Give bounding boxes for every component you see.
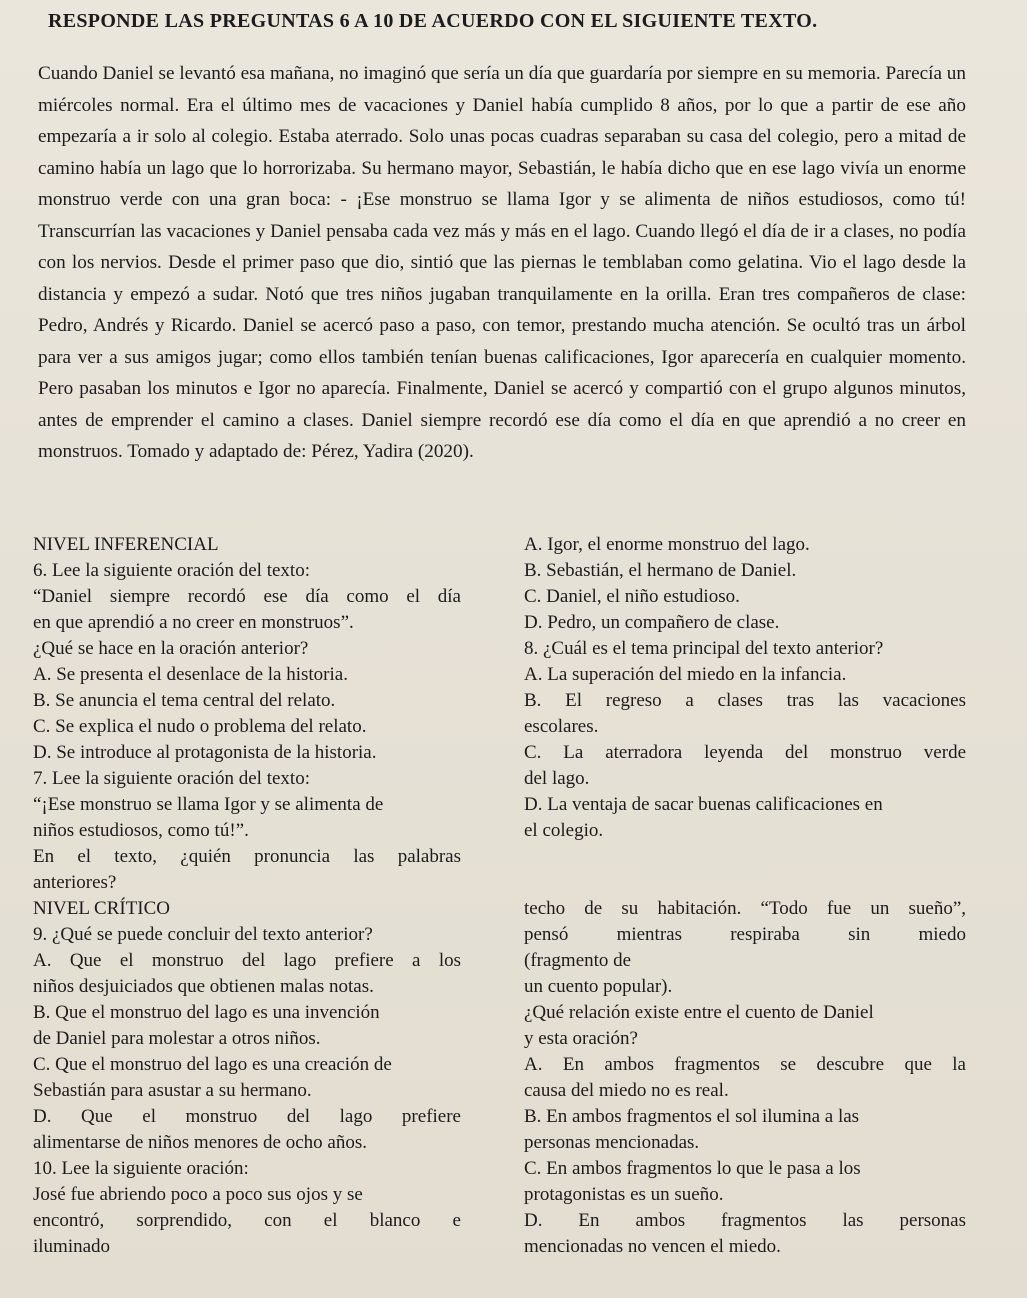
right-column-line: D. Pedro, un compañero de clase. (524, 612, 780, 633)
left-column-line: de Daniel para molestar a otros niños. (33, 1028, 321, 1049)
left-column-line: ¿Qué se hace en la oración anterior? (33, 638, 309, 659)
left-column-line: José fue abriendo poco a poco sus ojos y se (33, 1184, 363, 1205)
right-column-line: pensó mientras respiraba sin miedo (524, 924, 966, 945)
left-column-line: iluminado (33, 1236, 111, 1257)
right-column-line: A. La superación del miedo en la infancia. (524, 664, 847, 685)
left-column-line: En el texto, ¿quién pronuncia las palabras (33, 846, 461, 867)
left-column-line: D. Que el monstruo del lago prefiere (33, 1106, 461, 1127)
right-column-line: D. La ventaja de sacar buenas calificaciones en (524, 794, 883, 815)
right-column-line: el colegio. (524, 820, 604, 841)
left-column-line: alimentarse de niños menores de ocho años. (33, 1132, 367, 1153)
left-column-line: anteriores? (33, 872, 117, 893)
right-column-line: B. En ambos fragmentos el sol ilumina a las (524, 1106, 860, 1127)
right-column-line: B. Sebastián, el hermano de Daniel. (524, 560, 797, 581)
right-column-line: B. El regreso a clases tras las vacaciones (524, 690, 966, 711)
right-column-line: A. Igor, el enorme monstruo del lago. (524, 534, 810, 555)
left-column-line: niños desjuiciados que obtienen malas notas. (33, 976, 374, 997)
reading-passage: Cuando Daniel se levantó esa mañana, no imaginó que sería un día que guardaría por siempre en su memoria. Parecía un miércoles normal. Era el último mes de vacaciones y Daniel había cumplido 8 años, por lo que a partir de ese año empezaría a ir solo al colegio. Estaba aterrado. Solo unas pocas cuadras separaban su casa del colegio, pero a mitad de camino había un lago que lo horrorizaba. Su hermano mayor, Sebastián, le había dicho que en ese lago vivía un enorme monstruo verde con una gran boca: - ¡Ese monstruo se llama Igor y se alimenta de niños estudiosos, como tú! Transcurrían las vacaciones y Daniel pensaba cada vez más y más en el lago. Cuando llegó el día de ir a clases, no podía con los nervios. Desde el primer paso que dio, sintió que las piernas le temblaban como gelatina. Vio el lago desde la distancia y empezó a sudar. Notó que tres niños jugaban tranquilamente en la orilla. Eran tres compañeros de clase: Pedro, Andrés y Ricardo. Daniel se acercó paso a paso, con temor, prestando mucha atención. Se ocultó tras un árbol para ver a sus amigos jugar; como ellos también tenían buenas calificaciones, Igor aparecería en cualquier momento. Pero pasaban los minutos e Igor no aparecía. Finalmente, Daniel se acercó y compartió con el grupo algunos minutos, antes de emprender el camino a clases. Daniel siempre recordó ese día como el día en que aprendió a no creer en monstruos. Tomado y adaptado de: Pérez, Yadira (2020). (38, 63, 966, 462)
left-column-line: B. Que el monstruo del lago es una invención (33, 1002, 380, 1023)
right-column-line: ¿Qué relación existe entre el cuento de Daniel (524, 1002, 874, 1023)
section-heading: RESPONDE LAS PREGUNTAS 6 A 10 DE ACUERDO CON EL SIGUIENTE TEXTO. (48, 10, 818, 32)
left-column-line: NIVEL CRÍTICO (33, 898, 171, 919)
left-question-column (33, 532, 461, 1260)
right-column-line: personas mencionadas. (524, 1132, 700, 1153)
right-column-line: 8. ¿Cuál es el tema principal del texto anterior? (524, 638, 884, 659)
left-column-line: “Daniel siempre recordó ese día como el día (33, 586, 461, 607)
left-column-line: 10. Lee la siguiente oración: (33, 1158, 249, 1179)
right-column-line: causa del miedo no es real. (524, 1080, 729, 1101)
right-column-line: escolares. (524, 716, 599, 737)
right-column-line: C. Daniel, el niño estudioso. (524, 586, 740, 607)
left-column-line: NIVEL INFERENCIAL (33, 534, 219, 555)
left-column-line: A. Que el monstruo del lago prefiere a los (33, 950, 461, 971)
left-column-line: “¡Ese monstruo se llama Igor y se alimenta de (33, 794, 384, 815)
left-column-line: D. Se introduce al protagonista de la historia. (33, 742, 377, 763)
right-column-line (524, 870, 966, 896)
right-column-line (524, 844, 966, 870)
left-column-line: 9. ¿Qué se puede concluir del texto anterior? (33, 924, 373, 945)
right-column-line: D. En ambos fragmentos las personas (524, 1210, 966, 1231)
left-column-line: encontró, sorprendido, con el blanco e (33, 1210, 461, 1231)
left-column-line: 6. Lee la siguiente oración del texto: (33, 560, 310, 581)
left-column-line: niños estudiosos, como tú!”. (33, 820, 249, 841)
left-column-line: en que aprendió a no creer en monstruos”. (33, 612, 354, 633)
left-column-line: Sebastián para asustar a su hermano. (33, 1080, 312, 1101)
right-column-line: techo de su habitación. “Todo fue un sueño”, (524, 898, 966, 919)
left-column-line: C. Se explica el nudo o problema del relato. (33, 716, 367, 737)
right-column-line: C. La aterradora leyenda del monstruo verde (524, 742, 966, 763)
left-column-line: B. Se anuncia el tema central del relato. (33, 690, 336, 711)
right-column-line: A. En ambos fragmentos se descubre que la (524, 1054, 966, 1075)
left-column-line: C. Que el monstruo del lago es una creación de (33, 1054, 392, 1075)
right-column-line: C. En ambos fragmentos lo que le pasa a los (524, 1158, 861, 1179)
left-column-line: A. Se presenta el desenlace de la historia. (33, 664, 348, 685)
right-question-column (524, 532, 966, 1260)
right-column-line: (fragmento de (524, 950, 632, 971)
right-column-line: y esta oración? (524, 1028, 638, 1049)
right-column-line: protagonistas es un sueño. (524, 1184, 724, 1205)
right-column-line: un cuento popular). (524, 976, 673, 997)
right-column-line: mencionadas no vencen el miedo. (524, 1236, 781, 1257)
right-column-line: del lago. (524, 768, 590, 789)
left-column-line: 7. Lee la siguiente oración del texto: (33, 768, 310, 789)
